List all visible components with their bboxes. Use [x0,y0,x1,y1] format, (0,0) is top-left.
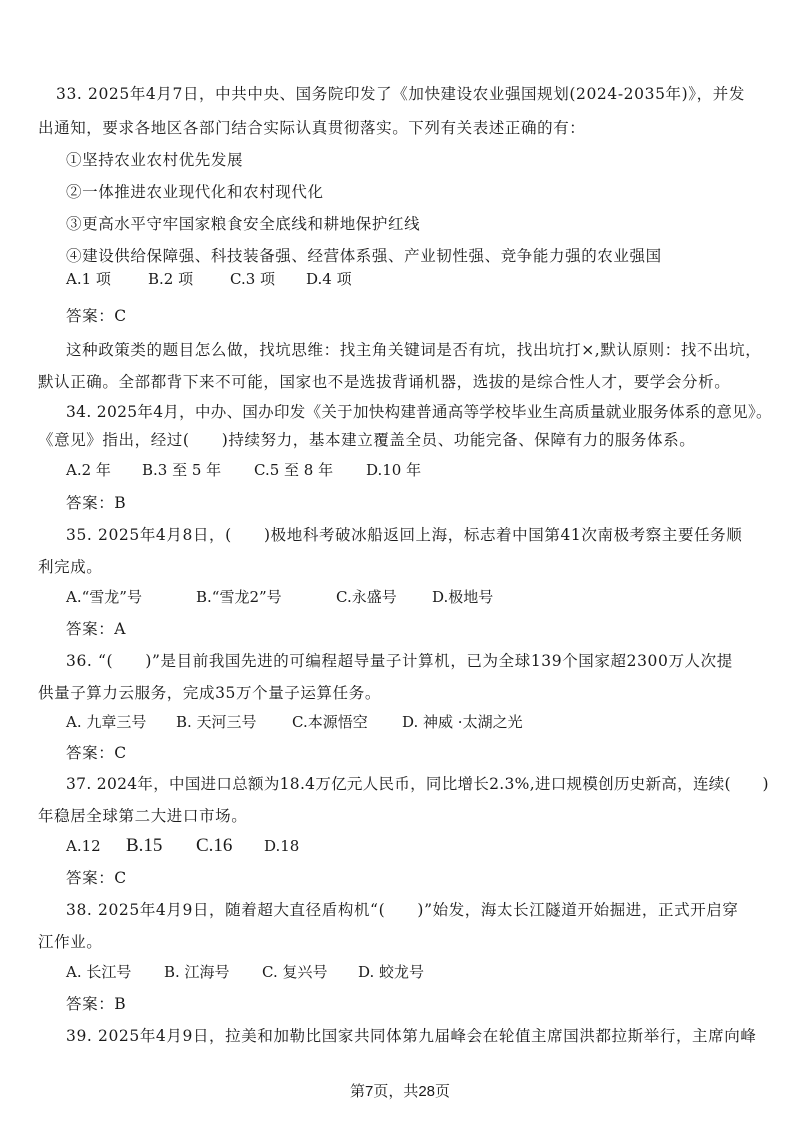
q38-options [66,961,424,983]
page-number-footer: 第7页，共28页 [349,1083,451,1100]
q36-stem-line1: 36. “( )”是目前我国先进的可编程超导量子计算机，已为全球139个国家超2300万人次提 [66,652,733,670]
q35-option-a: A.“雪龙”号 [66,588,142,606]
q37-stem-line1: 37. 2024年，中国进口总额为18.4万亿元人民币，同比增长2.3%,进口规模创历史新高，连续( ) [66,775,769,793]
q35-options [66,586,493,608]
q34-option-b: B.3 至 5 年 [142,461,222,479]
q33-item-2: ②一体推进农业现代化和农村现代化 [66,183,324,201]
q37-answer: 答案：C [66,869,127,887]
q37-stem-line2: 年稳居全球第二大进口市场。 [38,807,248,825]
q38-answer: 答案：B [66,995,127,1013]
q35-stem-line2: 利完成。 [38,558,103,576]
q33-note-line1: 这种政策类的题目怎么做，找坑思维：找主角关键词是否有坑，找出坑打×,默认原则：找不出坑， [66,341,762,359]
q37-option-b: B.15 [126,835,163,856]
q39-stem-line1: 39. 2025年4月9日，拉美和加勒比国家共同体第九届峰会在轮值主席国洪都拉斯举行，主席向峰 [66,1027,757,1045]
q34-stem-line1: 34. 2025年4月，中办、国办印发《关于加快构建普通高等学校毕业生高质量就业服务体系的意见》。 [66,403,772,421]
q33-answer: 答案：C [66,307,127,325]
q33-option-d: D.4 项 [306,270,352,288]
q33-stem-line1: 33. 2025年4月7日，中共中央、国务院印发了《加快建设农业强国规划(2024-2035年)》，并发 [56,85,745,103]
q36-options [66,711,523,733]
q33-note-line2: 默认正确。全部都背下来不可能，国家也不是选拔背诵机器，选拔的是综合性人才，要学会分析。 [38,373,731,391]
q34-options [66,459,421,481]
q35-option-d: D.极地号 [432,588,494,606]
q33-option-a: A.1 项 [66,270,111,288]
q34-stem-line2: 《意见》指出，经过( )持续努力，基本建立覆盖全员、功能完备、保障有力的服务体系。 [38,431,696,449]
q33-option-b: B.2 项 [148,270,194,288]
q38-stem-line2: 江作业。 [38,933,103,951]
q33-item-3: ③更高水平守牢国家粮食安全底线和耕地保护红线 [66,215,421,233]
q36-option-c: C.本源悟空 [292,713,368,731]
q38-option-c: C. 复兴号 [262,963,328,981]
q34-option-a: A.2 年 [66,461,111,479]
q34-option-d: D.10 年 [366,461,422,479]
q36-stem-line2: 供量子算力云服务，完成35万个量子运算任务。 [38,684,381,702]
q38-stem-line1: 38. 2025年4月9日，随着超大直径盾构机“( )”始发，海太长江隧道开始掘进，正式开启穿 [66,901,739,919]
q37-option-d: D.18 [264,837,300,855]
q35-option-c: C.永盛号 [336,588,397,606]
q33-item-4: ④建设供给保障强、科技装备强、经营体系强、产业韧性强、竞争能力强的农业强国 [66,247,662,265]
q37-options [66,835,299,857]
q34-option-c: C.5 至 8 年 [254,461,334,479]
q36-answer: 答案：C [66,744,127,762]
q37-option-c: C.16 [196,835,233,856]
q33-options [66,268,352,290]
q33-item-1: ①坚持农业农村优先发展 [66,151,244,169]
q33-stem-line2: 出通知，要求各地区各部门结合实际认真贯彻落实。下列有关表述正确的有： [38,119,586,137]
q38-option-b: B. 江海号 [164,963,230,981]
q35-answer: 答案：A [66,620,127,638]
q36-option-d: D. 神威 ·太湖之光 [402,713,523,731]
q37-option-a: A.12 [66,837,101,855]
q35-stem-line1: 35. 2025年4月8日，( )极地科考破冰船返回上海，标志着中国第41次南极考察主要任务顺 [66,526,743,544]
q34-answer: 答案：B [66,494,127,512]
q33-option-c: C.3 项 [230,270,276,288]
q36-option-b: B. 天河三号 [176,713,257,731]
q36-option-a: A. 九章三号 [66,713,147,731]
q38-option-a: A. 长江号 [66,963,132,981]
q38-option-d: D. 蛟龙号 [358,963,425,981]
q35-option-b: B.“雪龙2”号 [196,588,282,606]
